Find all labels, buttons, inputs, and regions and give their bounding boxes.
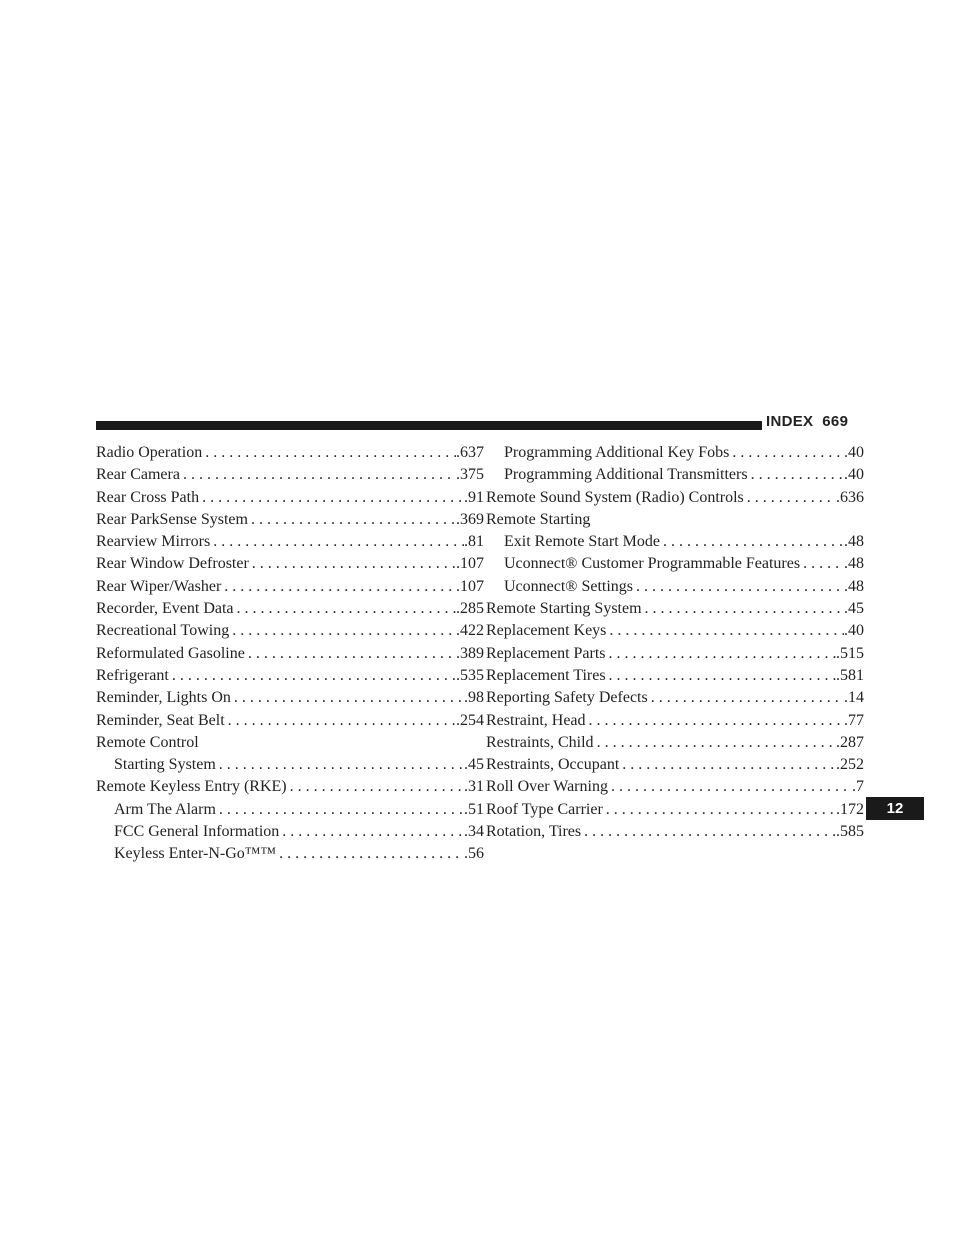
- entry-label: Arm The Alarm: [114, 800, 216, 818]
- index-subentry: [486, 531, 864, 553]
- entry-page: .45: [844, 600, 864, 618]
- entry-label: Remote Sound System (Radio) Controls: [486, 488, 744, 506]
- dot-leader: [248, 509, 456, 531]
- dot-leader: [210, 531, 464, 553]
- header-label: INDEX: [766, 413, 814, 430]
- dot-leader: [279, 821, 464, 843]
- entry-label: Rear Cross Path: [96, 488, 200, 506]
- entry-page: .585: [836, 823, 864, 841]
- entry-label: Remote Starting System: [486, 600, 642, 618]
- index-entry: [486, 776, 864, 798]
- dot-leader: [586, 710, 844, 732]
- entry-label: Reminder, Lights On: [96, 689, 231, 707]
- entry-page: .98: [464, 689, 484, 707]
- index-entry: [96, 442, 484, 464]
- dot-leader: [648, 687, 844, 709]
- index-subentry: [96, 754, 484, 776]
- entry-label: Rear Wiper/Washer: [96, 577, 222, 595]
- dot-leader: [660, 531, 844, 553]
- entry-page: .581: [836, 666, 864, 684]
- header-rule: [96, 421, 762, 430]
- index-entry: [96, 509, 484, 531]
- entry-page: .48: [844, 577, 864, 595]
- entry-page: .107: [456, 555, 484, 573]
- dot-leader: [748, 464, 844, 486]
- entry-label: Programming Additional Key Fobs: [504, 444, 730, 461]
- index-entry: [486, 620, 864, 642]
- dot-leader: [216, 799, 464, 821]
- dot-leader: [249, 553, 456, 575]
- entry-page: .369: [456, 510, 484, 528]
- entry-page: .285: [456, 600, 484, 618]
- index-entry: [486, 643, 864, 665]
- index-subentry: [486, 576, 864, 598]
- entry-label: Roll Over Warning: [486, 778, 608, 796]
- index-column-right: [486, 442, 864, 843]
- entry-label: Reporting Safety Defects: [486, 689, 648, 707]
- entry-label: Restraints, Occupant: [486, 756, 620, 774]
- entry-page: .172: [836, 800, 864, 818]
- index-subentry: [486, 464, 864, 486]
- index-entry: [96, 643, 484, 665]
- entry-page: .48: [844, 533, 864, 551]
- index-entry: [96, 665, 484, 687]
- dot-leader: [633, 576, 844, 598]
- entry-label: Recorder, Event Data: [96, 600, 234, 618]
- entry-page: .40: [844, 466, 864, 484]
- dot-leader: [287, 776, 464, 798]
- dot-leader: [608, 776, 852, 798]
- dot-leader: [581, 821, 836, 843]
- index-entry: [96, 598, 484, 620]
- dot-leader: [800, 553, 844, 575]
- index-subentry: [486, 553, 864, 575]
- section-tab: 12: [866, 797, 924, 820]
- entry-page: .48: [844, 555, 864, 573]
- entry-label: Refrigerant: [96, 666, 169, 684]
- dot-leader: [169, 665, 456, 687]
- entry-label: Replacement Parts: [486, 644, 606, 662]
- entry-label: Radio Operation: [96, 444, 203, 461]
- index-entry: [96, 553, 484, 575]
- entry-page: .14: [844, 689, 864, 707]
- entry-page: .389: [456, 644, 484, 662]
- entry-page: .77: [844, 711, 864, 729]
- entry-label: Recreational Towing: [96, 622, 230, 640]
- index-entry: [96, 531, 484, 553]
- entry-label: Rear Window Defroster: [96, 555, 249, 573]
- dot-leader: [225, 710, 456, 732]
- dot-leader: [606, 620, 844, 642]
- index-subentry: [96, 821, 484, 843]
- entry-page: .252: [836, 756, 864, 774]
- dot-leader: [744, 487, 836, 509]
- dot-leader: [234, 598, 456, 620]
- index-subentry: [486, 442, 864, 464]
- entry-label: Remote Keyless Entry (RKE): [96, 778, 287, 796]
- index-entry: [96, 732, 484, 754]
- entry-label: Replacement Tires: [486, 666, 606, 684]
- dot-leader: [245, 643, 456, 665]
- dot-leader: [606, 643, 836, 665]
- index-entry: [486, 710, 864, 732]
- index-entry: [96, 576, 484, 598]
- entry-page: .287: [836, 733, 864, 751]
- entry-page: .7: [852, 778, 864, 796]
- index-entry: [486, 487, 864, 509]
- running-header: [766, 412, 848, 432]
- entry-label: Reminder, Seat Belt: [96, 711, 225, 729]
- dot-leader: [603, 799, 836, 821]
- entry-page: .34: [464, 823, 484, 841]
- index-entry: [486, 687, 864, 709]
- dot-leader: [594, 732, 836, 754]
- dot-leader: [221, 576, 456, 598]
- entry-label: Reformulated Gasoline: [96, 644, 245, 662]
- entry-label: Restraints, Child: [486, 733, 594, 751]
- entry-label: Uconnect® Customer Programmable Features: [504, 555, 801, 573]
- dot-leader: [606, 665, 836, 687]
- index-subentry: [96, 843, 484, 865]
- index-entry: [486, 509, 864, 531]
- entry-label: Remote Control: [96, 733, 199, 751]
- index-entry: [96, 487, 484, 509]
- entry-label: Exit Remote Start Mode: [504, 533, 660, 551]
- dot-leader: [202, 442, 456, 464]
- entry-page: .40: [844, 444, 864, 461]
- entry-page: .91: [464, 488, 484, 506]
- entry-page: .636: [836, 488, 864, 506]
- entry-page: .45: [464, 756, 484, 774]
- dot-leader: [231, 687, 464, 709]
- dot-leader: [199, 487, 464, 509]
- entry-label: Rotation, Tires: [486, 823, 582, 841]
- entry-page: .637: [456, 444, 484, 461]
- entry-page: .51: [464, 800, 484, 818]
- entry-label: Starting System: [114, 756, 216, 774]
- dot-leader: [229, 620, 456, 642]
- entry-page: .515: [836, 644, 864, 662]
- entry-label: Remote Starting: [486, 510, 591, 528]
- dot-leader: [216, 754, 464, 776]
- entry-label: Keyless Enter-N-Go™™: [114, 845, 277, 863]
- index-entry: [96, 687, 484, 709]
- entry-label: Rear ParkSense System: [96, 510, 248, 528]
- index-column-left: [96, 442, 484, 866]
- index-entry: [96, 620, 484, 642]
- entry-label: Rear Camera: [96, 466, 180, 484]
- index-subentry: [96, 799, 484, 821]
- index-entry: [486, 732, 864, 754]
- dot-leader: [729, 442, 844, 464]
- index-entry: [96, 776, 484, 798]
- dot-leader: [619, 754, 836, 776]
- entry-page: .535: [456, 666, 484, 684]
- entry-label: Programming Additional Transmitters: [504, 466, 748, 484]
- index-entry: [486, 754, 864, 776]
- index-entry: [486, 799, 864, 821]
- page-number: 669: [822, 413, 849, 430]
- entry-label: FCC General Information: [114, 823, 280, 841]
- entry-label: Uconnect® Settings: [504, 577, 634, 595]
- dot-leader: [180, 464, 456, 486]
- entry-page: .56: [464, 845, 484, 863]
- index-entry: [486, 598, 864, 620]
- dot-leader: [642, 598, 844, 620]
- entry-page: .40: [844, 622, 864, 640]
- entry-page: .81: [464, 533, 484, 551]
- entry-page: .107: [456, 577, 484, 595]
- entry-label: Roof Type Carrier: [486, 800, 603, 818]
- entry-label: Rearview Mirrors: [96, 533, 211, 551]
- index-entry: [96, 710, 484, 732]
- entry-page: .254: [456, 711, 484, 729]
- entry-page: .375: [456, 466, 484, 484]
- index-entry: [486, 821, 864, 843]
- entry-label: Restraint, Head: [486, 711, 586, 729]
- index-entry: [96, 464, 484, 486]
- index-entry: [486, 665, 864, 687]
- entry-label: Replacement Keys: [486, 622, 607, 640]
- dot-leader: [276, 843, 464, 865]
- entry-page: .31: [464, 778, 484, 796]
- entry-page: .422: [456, 622, 484, 640]
